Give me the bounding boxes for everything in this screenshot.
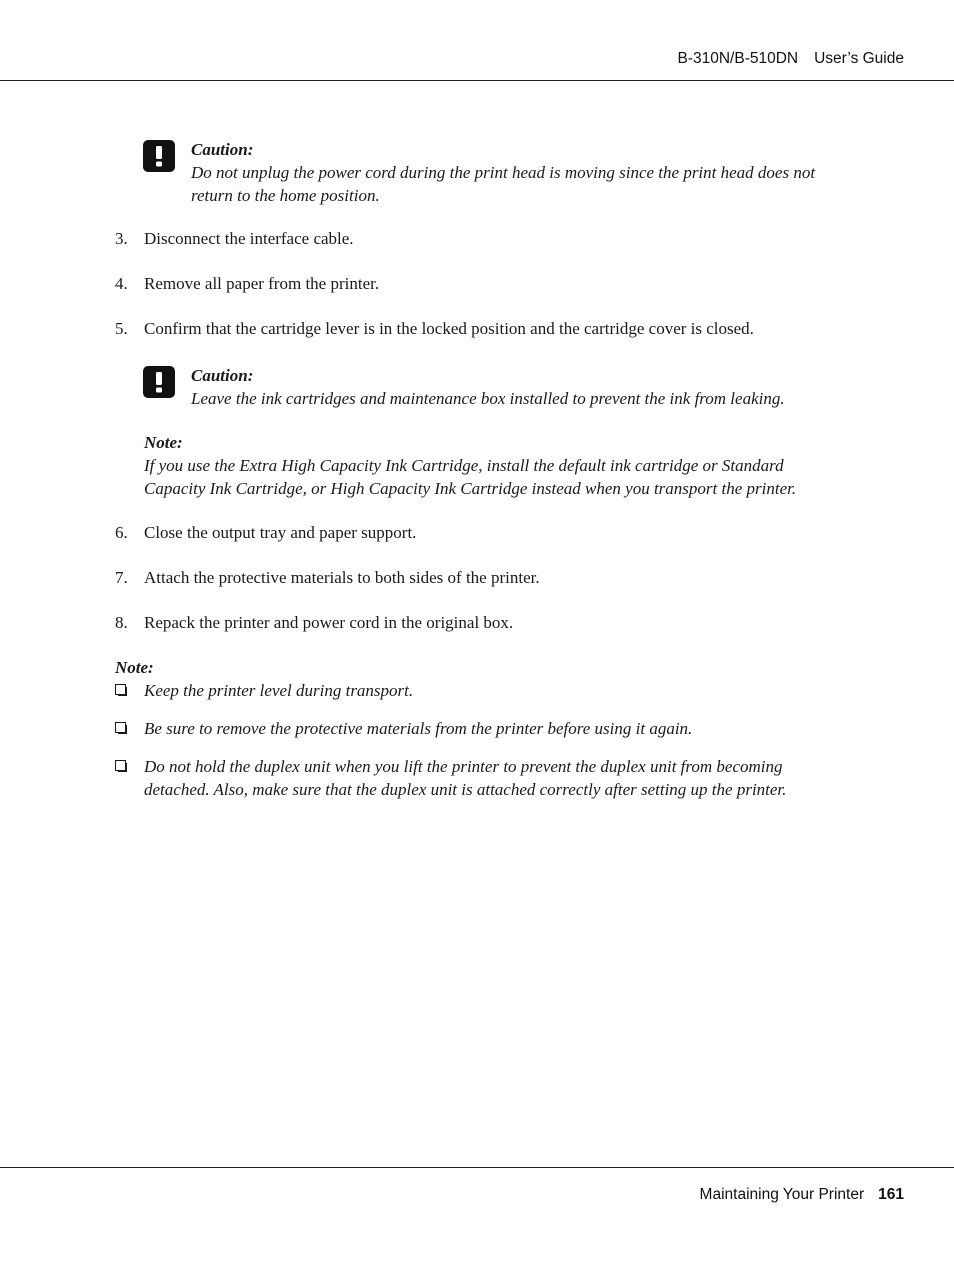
bullet-text-line: Be sure to remove the protective materials from the printer before using it again. [144,719,693,738]
checkbox-bullet-icon [115,722,126,733]
caution-title: Caution: [191,140,254,159]
caution-icon [143,140,175,172]
page-header [678,50,905,68]
header-model: B-310N/B-510DN [677,50,799,67]
page-number: 161 [878,1186,904,1203]
caution-icon [143,366,175,398]
step-text: Attach the protective materials to both sides of the printer. [144,568,540,587]
note-title: Note: [115,658,154,677]
caution-text-line: Do not unplug the power cord during the print head is moving since the print head does not [191,163,816,182]
step-text: Confirm that the cartridge lever is in the locked position and the cartridge cover is closed. [144,319,754,338]
step-text: Disconnect the interface cable. [144,229,354,248]
caution-title: Caution: [191,366,254,385]
header-rule [0,80,954,81]
note-text-line: Capacity Ink Cartridge, or High Capacity Ink Cartridge instead when you transport the printer. [144,479,797,498]
step-number: 7. [115,568,128,587]
caution-text-line: return to the home position. [191,186,380,205]
step-text: Close the output tray and paper support. [144,523,417,542]
step-text: Remove all paper from the printer. [144,274,380,293]
bullet-text-line: detached. Also, make sure that the duplex unit is attached correctly after setting up the printer. [144,780,787,799]
checkbox-bullet-icon [115,684,126,695]
note-block [115,656,875,799]
step-number: 4. [115,274,128,293]
footer-rule [0,1167,954,1168]
step-number: 3. [115,229,128,248]
footer-section-title: Maintaining Your Printer [699,1186,865,1203]
page-footer [700,1186,904,1204]
step-number: 6. [115,523,128,542]
bullet-text-line: Do not hold the duplex unit when you lift the printer to prevent the duplex unit from becoming [144,757,783,776]
note-title: Note: [144,433,183,452]
checkbox-bullet-icon [115,760,126,771]
step-number: 8. [115,613,128,632]
step-number: 5. [115,319,128,338]
header-guide-title: User’s Guide [814,50,904,67]
caution-text-line: Leave the ink cartridges and maintenance box installed to prevent the ink from leaking. [191,389,785,408]
step-text: Repack the printer and power cord in the original box. [144,613,514,632]
note-text-line: If you use the Extra High Capacity Ink Cartridge, install the default ink cartridge or Standard [144,456,784,475]
bullet-text-line: Keep the printer level during transport. [144,681,414,700]
note-block [144,431,884,500]
